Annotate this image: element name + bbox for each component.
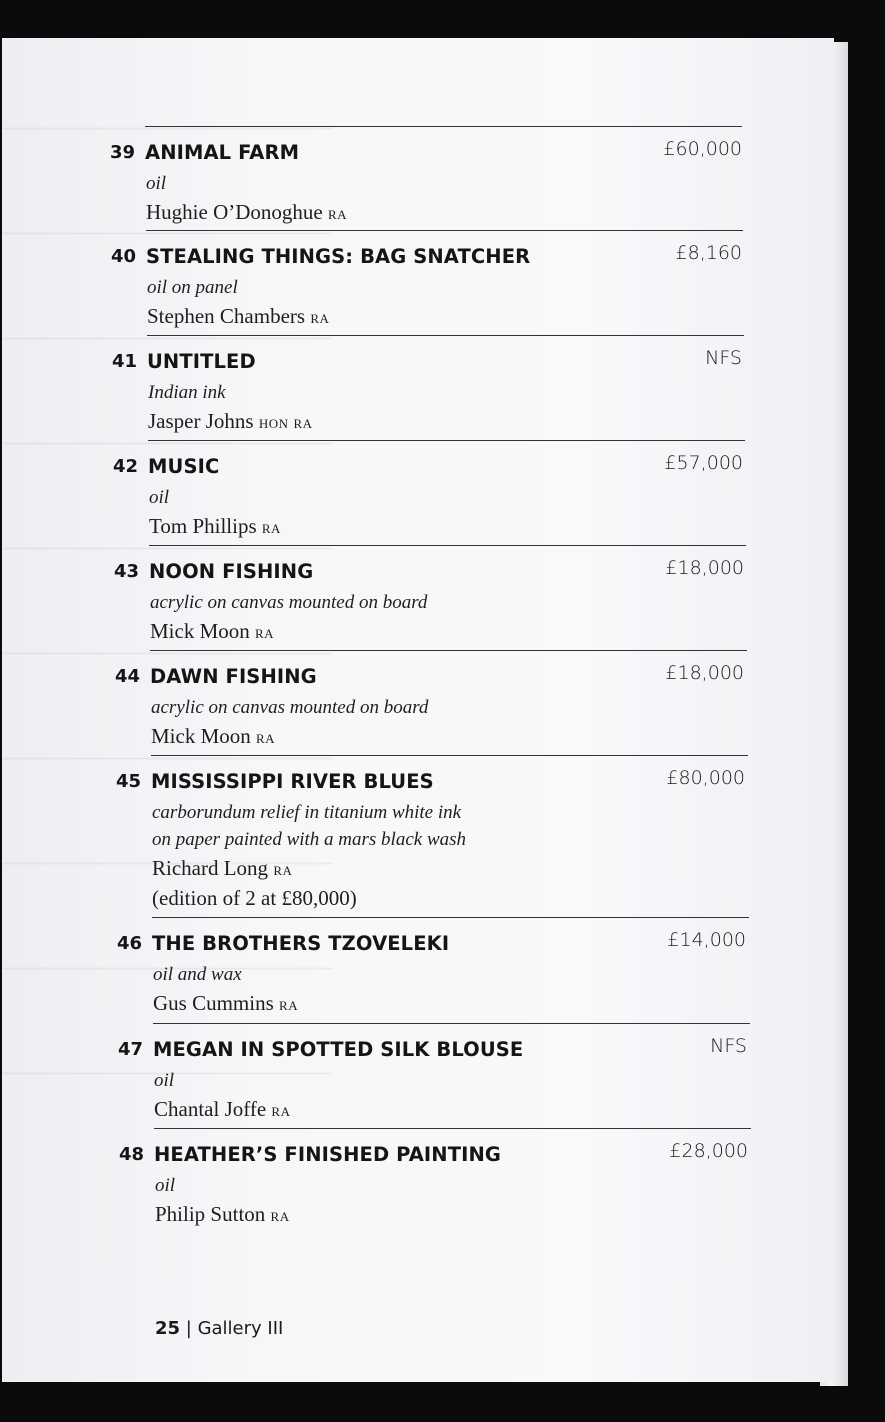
entry-divider (146, 230, 743, 231)
entry-divider (149, 545, 746, 546)
entry-price: £60,000 (663, 138, 742, 160)
section-name: Gallery III (197, 1318, 284, 1339)
artist-honours: ra (255, 622, 275, 642)
entry-medium: oil (155, 1175, 176, 1196)
entry-medium: oil (154, 1070, 175, 1091)
entry-medium: oil (146, 173, 167, 194)
artist-name: Chantal Joffe (154, 1097, 267, 1121)
entry-title: UNTITLED (147, 350, 256, 373)
entry-title: MUSIC (148, 455, 220, 478)
entry-divider (147, 335, 744, 336)
entry-title: MEGAN IN SPOTTED SILK BLOUSE (153, 1038, 524, 1061)
artist-name: Hughie O’Donoghue (146, 200, 323, 224)
artist-honours: ra (273, 859, 293, 879)
entry-number: 39 (110, 142, 136, 163)
entry-medium: acrylic on canvas mounted on board (151, 697, 429, 718)
entry-price: £18,000 (665, 662, 744, 684)
artist-honours: ra (279, 994, 299, 1014)
entry-title: DAWN FISHING (150, 665, 317, 688)
footer-separator: | (180, 1318, 198, 1339)
artist-honours: ra (271, 1100, 291, 1120)
artist-honours: ra (261, 517, 281, 537)
artist-honours: ra (256, 727, 276, 747)
entry-divider (153, 1023, 750, 1024)
entry-medium: Indian ink (148, 382, 226, 403)
entry-number: 43 (114, 561, 140, 582)
entry-medium: acrylic on canvas mounted on board (150, 592, 428, 613)
entry-price: £14,000 (667, 929, 746, 951)
entry-artist (150, 617, 274, 646)
page-footer (155, 1318, 283, 1339)
entry-artist (149, 512, 281, 541)
entry-artist (154, 1095, 290, 1124)
entry-medium: oil and wax (153, 964, 242, 985)
entry-divider (154, 1128, 751, 1129)
artist-name: Mick Moon (150, 619, 250, 643)
entry-title: HEATHER’S FINISHED PAINTING (154, 1143, 501, 1166)
entry-medium: oil on panel (147, 277, 238, 298)
entry-divider (150, 650, 747, 651)
entry-artist (148, 407, 313, 436)
entry-number: 46 (117, 933, 143, 954)
entry-number: 42 (113, 456, 139, 477)
entry-artist (152, 854, 292, 883)
entry-divider (152, 917, 749, 918)
entry-price: £28,000 (669, 1140, 748, 1162)
entry-price: £57,000 (664, 452, 743, 474)
entry-artist (151, 722, 275, 751)
artist-honours: ra (310, 307, 330, 327)
artist-name: Jasper Johns (148, 409, 254, 433)
entry-number: 41 (112, 351, 138, 372)
artist-name: Tom Phillips (149, 514, 257, 538)
entry-medium-line-1: carborundum relief in titanium white ink (152, 802, 462, 823)
entry-artist (146, 198, 347, 227)
entry-divider (148, 440, 745, 441)
entry-artist (153, 989, 298, 1018)
artist-honours: ra (327, 203, 348, 223)
entry-divider (151, 755, 748, 756)
entry-medium-line-2: on paper painted with a mars black wash (152, 829, 467, 850)
entry-title: NOON FISHING (149, 560, 314, 583)
entry-divider (145, 126, 742, 127)
entry-price: NFS (705, 347, 742, 369)
entry-price: NFS (710, 1035, 747, 1057)
entry-number: 45 (116, 771, 142, 792)
entry-medium: oil (149, 487, 170, 508)
entry-artist (155, 1200, 290, 1229)
entry-price: £8,160 (675, 242, 742, 264)
catalogue-page (2, 38, 834, 1382)
entry-number: 47 (118, 1039, 144, 1060)
entry-number: 44 (115, 666, 141, 687)
entry-title: STEALING THINGS: BAG SNATCHER (146, 245, 531, 268)
artist-name: Mick Moon (151, 724, 251, 748)
artist-honours: ra (270, 1205, 290, 1225)
entry-price: £80,000 (666, 767, 745, 789)
entry-price: £18,000 (665, 557, 744, 579)
entry-title: THE BROTHERS TZOVELEKI (152, 932, 450, 955)
artist-name: Richard Long (152, 856, 269, 880)
entry-edition-note: (edition of 2 at £80,000) (152, 886, 357, 910)
entry-artist (147, 302, 329, 331)
artist-name: Stephen Chambers (147, 304, 306, 328)
page-number: 25 (155, 1318, 181, 1339)
artist-honours: hon ra (258, 412, 313, 432)
entry-title: MISSISSIPPI RIVER BLUES (151, 770, 434, 793)
entry-number: 48 (119, 1144, 145, 1165)
artist-name: Gus Cummins (153, 991, 274, 1015)
artist-name: Philip Sutton (155, 1202, 266, 1226)
entry-number: 40 (111, 246, 137, 267)
entry-title: ANIMAL FARM (145, 141, 300, 164)
